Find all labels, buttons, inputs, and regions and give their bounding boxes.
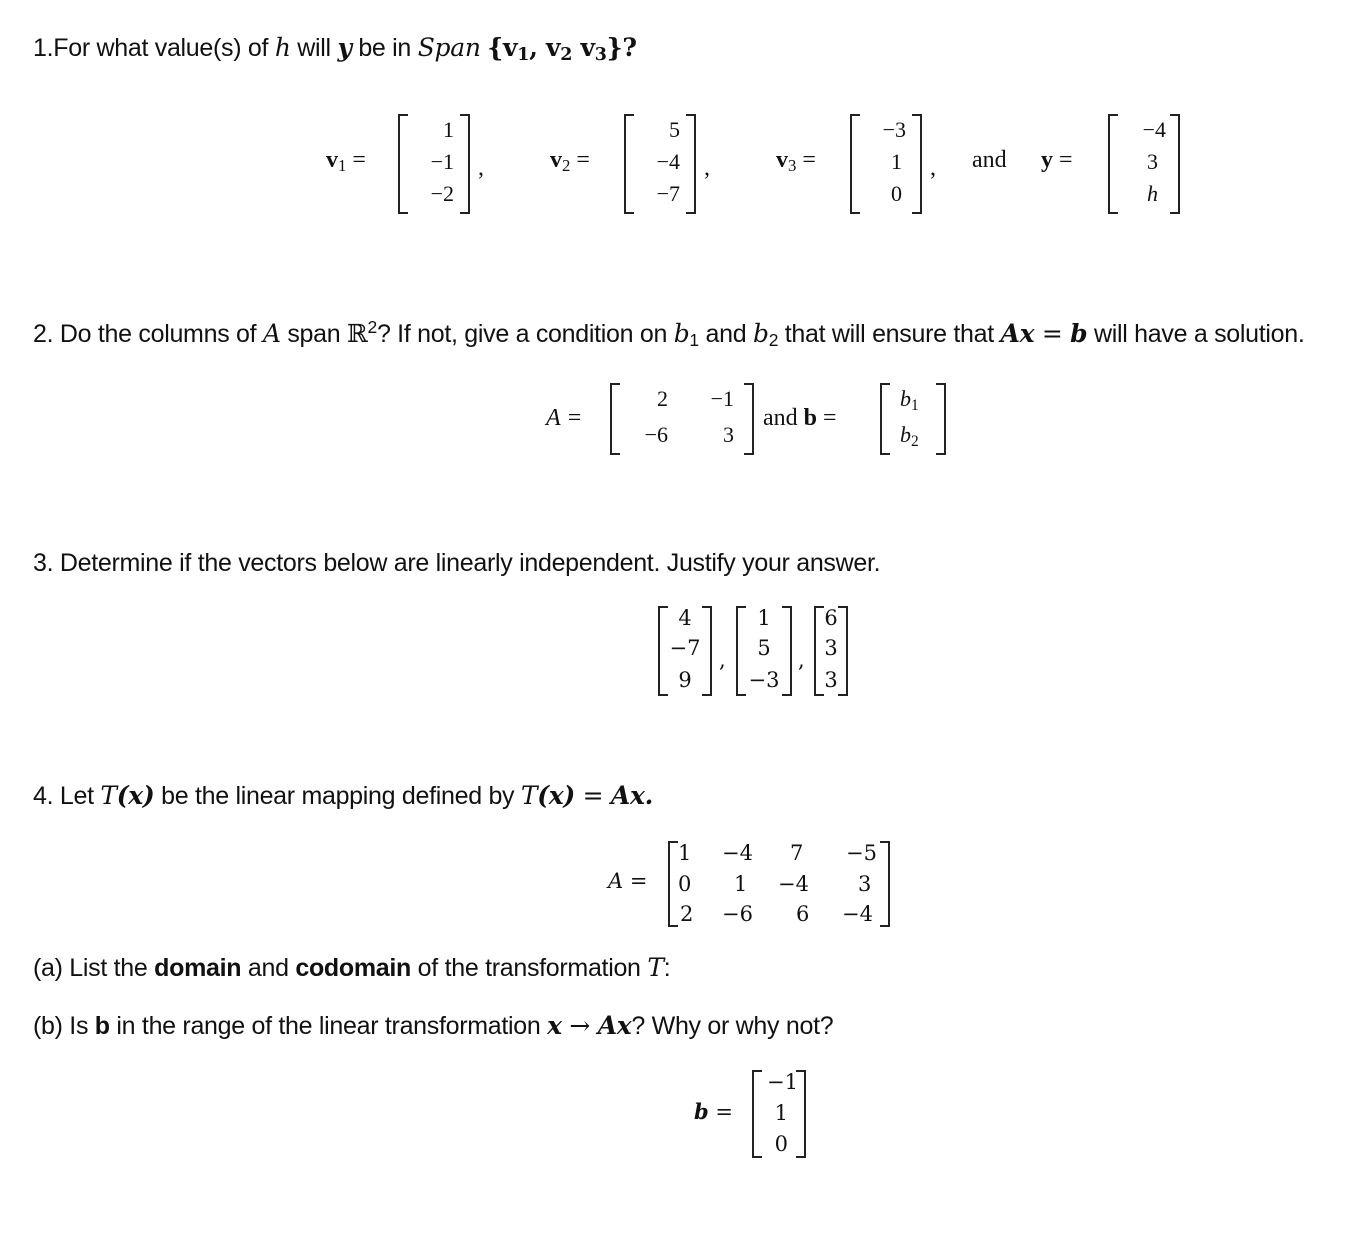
vector-b: 1 5 −3 xyxy=(736,606,792,696)
comma: , xyxy=(478,155,484,181)
y-label: y = xyxy=(1041,147,1073,173)
question-4a-text: (a) List the domain and codomain of the transformation T: xyxy=(33,953,671,982)
and-b-text: and b = xyxy=(763,405,837,431)
vector-b-2: $b_1$ $b_2$ xyxy=(880,383,946,455)
vector-b-label: b = xyxy=(694,1099,733,1124)
matrix-A-2x2: 2 −1 −6 3 xyxy=(610,383,754,455)
vector-a: 4 −7 9 xyxy=(658,606,712,696)
and-text: and xyxy=(972,147,1007,173)
matrix-A-label: A = xyxy=(546,405,583,431)
y-vector: −4 3 h xyxy=(1108,114,1180,214)
v1-label: $v_1$ = xyxy=(326,147,366,175)
matrix-A-3x4: 1 −4 7 −5 0 1 −4 3 2 −6 6 −4 xyxy=(668,841,890,927)
v3-label: $v_3$ = xyxy=(776,147,816,175)
v2-label: $v_2$ = xyxy=(550,147,590,175)
comma: , xyxy=(704,155,710,181)
question-4-text: 4. Let T(x) be the linear mapping defined by T(x) = Ax. xyxy=(33,781,654,810)
question-1-text: 1.For what value(s) of h will y be in Span {$v_1$, $v_2$ $v_3$}? xyxy=(33,33,637,65)
comma: , xyxy=(930,155,936,181)
question-2-text: 2. Do the columns of A span ℝ$^2$? If not, give a condition on $b_1$ and $b_2$ that will ensure that Ax = b will have a solution. xyxy=(33,317,1305,350)
vector-c: 6 3 3 xyxy=(814,606,848,696)
v3-vector: −3 1 0 xyxy=(850,114,922,214)
comma: , xyxy=(798,648,805,672)
question-3-text: 3. Determine if the vectors below are linearly independent. Justify your answer. xyxy=(33,549,881,577)
v2-vector: 5 −4 −7 xyxy=(624,114,696,214)
matrix-A-label: A = xyxy=(608,869,648,893)
vector-b-3: −1 1 0 xyxy=(752,1070,806,1158)
question-4b-text: (b) Is b in the range of the linear transformation x → Ax? Why or why not? xyxy=(33,1011,834,1040)
comma: , xyxy=(719,648,726,672)
v1-vector: 1 −1 −2 xyxy=(398,114,470,214)
